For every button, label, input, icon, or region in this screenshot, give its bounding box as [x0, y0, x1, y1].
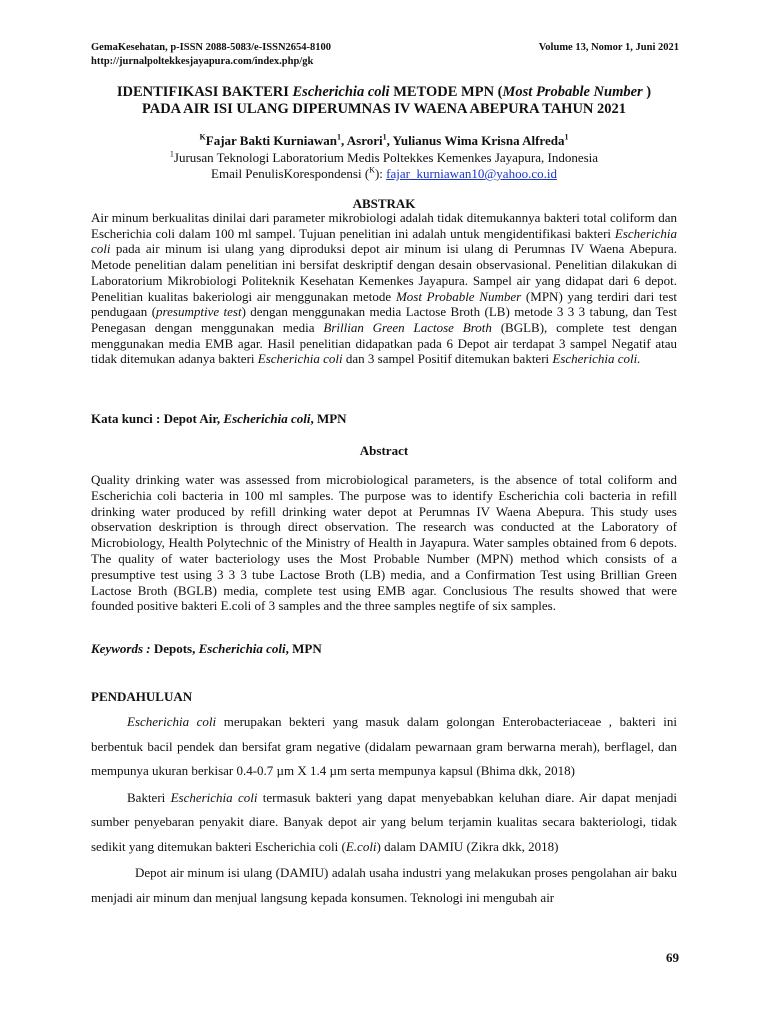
intro-paragraph: Bakteri Escherichia coli termasuk bakteri yang dapat menyebabkan keluhan diare. Air dapat menjadi sumber penyebaran penyakit diare. Banyak depot air yang belum terjamin kualitas secara bakteriologi, tidak sedikit yang ditemukan bakteri Escherichia coli (E.coli) dalam DAMIU (Zikra dkk, 2018): [91, 789, 677, 854]
abstrak-heading: ABSTRAK: [352, 196, 416, 211]
affiliation: $^1$Jurusan Teknologi Laboratorium Medis Poltekkes Kemenkes Jayapura, Indonesia Email PenulisKorespondensi ($^K$): fajar_kurniawan10@yahoo.co.id: [169, 149, 599, 181]
intro-paragraph: Depot air minum isi ulang (DAMIU) adalah usaha industri yang melakukan proses pengolahan air baku menjadi air minum dan menjual langsung kepada konsumen. Teknologi ini mengubah air: [91, 865, 677, 905]
paper-title: IDENTIFIKASI BAKTERI Escherichia coli METODE MPN (Most Probable Number ) PADA AIR ISI ULANG DIPERUMNAS IV WAENA ABEPURA TAHUN 2021: [116, 84, 652, 117]
abstrak-text: Air minum berkualitas dinilai dari parameter mikrobiologi adalah tidak ditemukannya bakteri total coliform dan Escherichia coli dalam 100 ml sampel. Tujuan penelitian ini adalah untuk mengidentifikasi bakteri Escherichia coli pada air minum isi ulang yang diproduksi depot air minum isi ulang di Perumnas IV Waena Abepura. Metode penelitian dalam penelitian ini bersifat deskriptif dengan desain observasional. Penelitian dilakukan di Laboratorium Mikrobiologi Politeknik Kesehatan Kemenkes Jayapura. Sampel air yang didapat dari 6 depot. Penelitian kualitas bakeriologi air menggunakan metode Most Probable Number (MPN) yang terdiri dari test pendugaan (presumptive test) dengan menggunakan media Lactose Broth (LB) metode 3 3 3 tabung, dan Test Penegasan dengan menggunakan media Brillian Green Lactose Broth (BGLB), complete test dengan menggunakan media EMB agar. Hasil penelitian didapatkan pada 6 Depot air terdapat 3 sampel Negatif atau tidak ditemukan adanya bakteri Escherichia coli dan 3 sampel Positif ditemukan bakteri Escherichia coli.: [91, 210, 678, 367]
journal-volume: Volume 13, Nomor 1, Juni 2021: [538, 42, 679, 53]
intro-body: [91, 710, 677, 910]
page-number: 69: [666, 950, 679, 965]
keywords: Keywords : Depots, Escherichia coli, MPN: [91, 641, 322, 656]
intro-paragraph: Escherichia coli merupakan bekteri yang masuk dalam golongan Enterobacteriaceae , bakteri ini berbentuk bacil pendek dan bersifat gram negative (didalam pewarnaan gram berwarna merah), berflagel, dan mempunya ukuran berkisar 0.4-0.7 µm X 1.4 µm serta mempunya kapsul (Bhima dkk, 2018): [91, 714, 677, 778]
journal-name: GemaKesehatan, p-ISSN 2088-5083/e-ISSN2654-8100: [91, 42, 332, 53]
corresponding-email-link[interactable]: fajar_kurniawan10@yahoo.co.id: [386, 166, 557, 181]
section-heading-pendahuluan: PENDAHULUAN: [91, 689, 193, 704]
author-list: $^K$Fajar Bakti Kurniawan$^1$, Asrori$^1$, Yulianus Wima Krisna Alfreda$^1$: [199, 132, 569, 148]
abstract-heading: Abstract: [359, 443, 409, 458]
kata-kunci: Kata kunci : Depot Air, Escherichia coli, MPN: [91, 411, 347, 426]
abstract-text: Quality drinking water was assessed from microbiological parameters, is the absence of total coliform and Escherichia coli bacteria in 100 ml samples. The purpose was to identify Escherichia coli bacteria in refill drinking water produced by refill drinking water depot at Perumnas IV Waena Abepura. This study uses observation deskription is through direct observation. The research was conducted at the Laboratory of Microbiology, Health Polytechnic of the Ministry of Health in Jayapura. Water samples obtained from 6 depots. The quality of water bacteriology uses the Most Probable Number (MPN) method which consists of a presumptive test using 3 3 3 tube Lactose Broth (LB) media, and a Confirmation Test using Brillian Green Lactose Broth (BGLB) media, complete test using EMB agar. Conclusious The results showed that were founded positive bakteri E.coli of 3 samples and the three samples negtife of six samples.: [91, 472, 677, 614]
journal-url[interactable]: http://jurnalpoltekkesjayapura.com/index.php/gk: [91, 56, 314, 67]
